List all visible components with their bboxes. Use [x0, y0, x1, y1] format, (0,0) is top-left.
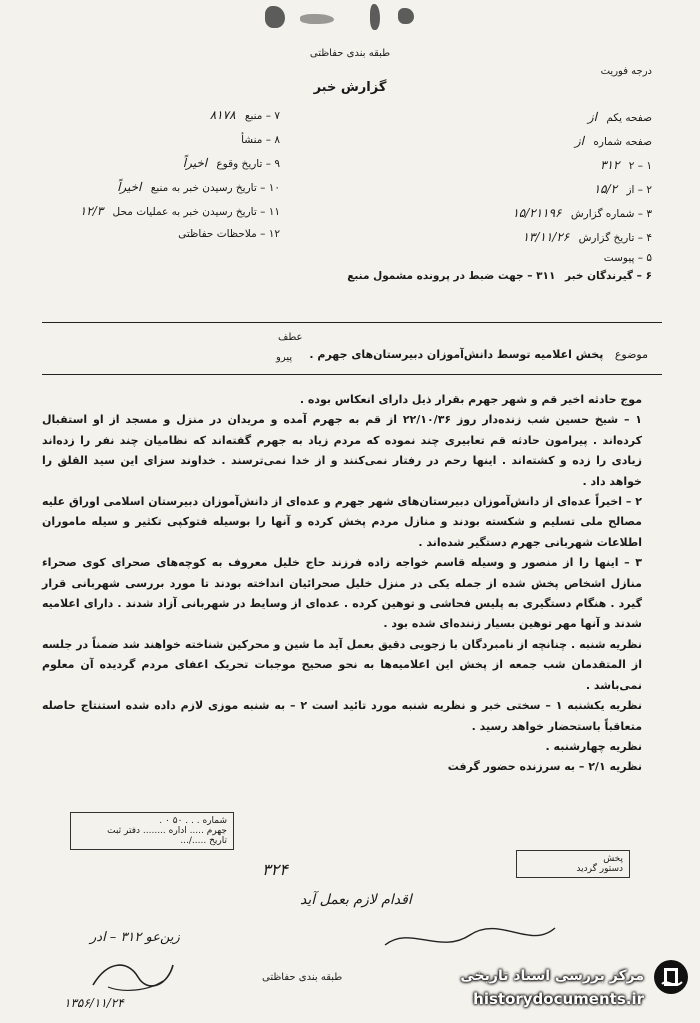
subject-line — [309, 348, 648, 361]
header-classification: طبقه بندی حفاظتی — [309, 48, 391, 59]
handwritten-instruction: اقدام لازم بعمل آید — [300, 892, 412, 908]
field-from: ۲ – از ۱۵/۲ — [593, 182, 652, 196]
field-report-number: ۳ – شماره گزارش ۱۵/۲۱۱۹۶ — [512, 206, 652, 220]
peyro-label: پیرو — [276, 352, 293, 363]
body-paragraph: موج حادثه اخیر قم و شهر جهرم بقرار ذیل دارای انعکاس بوده . — [299, 393, 642, 406]
field-source: ۷ – منبع ۸۱۷۸ — [209, 108, 280, 122]
divider — [42, 322, 662, 323]
handwritten-date: ۱۳۵۶/۱۱/۲۴ — [64, 996, 124, 1010]
ink-mark — [300, 14, 334, 24]
divider — [42, 374, 662, 375]
body-paragraph: نظریه چهارشنبه . — [545, 739, 642, 753]
body-paragraph: ۱ – شیخ حسین شب زنده‌دار روز ۲۲/۱۰/۳۶ از قم به جهرم آمده و مریدان در منزل و مسجد از او استقبال کرده‌اند . پیرامون حادثه قم تعابیری چند نموده که مردم زیاد به جهرم گفته‌اند که نظامیان چند نفر را زده‌اند زیادی را زده و کشته‌اند . اینها رحم در رفتار نمی‌کنند و از خدا نمی‌ترسند . خداوند سزای این سید القلق را خواهد داد . — [42, 413, 643, 488]
signature-scribble — [88, 955, 178, 995]
field-report-date: ۴ – تاریخ گزارش ۱۳/۱۱/۲۶ — [522, 230, 652, 244]
archive-logo-icon — [654, 960, 688, 994]
body-paragraph: ۳ – اینها را از منصور و وسیله قاسم خواجه زاده فرزند حاج خلیل معروف به کوچه‌های صحرای کوی صحراء منازل اشخاص پخش شده از جمله یکی در منزل خلیل صحرائیان انداخته بودند تا مورد بررسی شهربانی قرار گیرد . هنگام دستگیری به پلیس فحاشی و توهین کرده . عده‌ای از وسایط در شهربانی آزاد شدند . دارای اعلامیه شدند و آنها مهر توهین بسیار زننده‌ای شده بود . — [42, 556, 642, 631]
distribution-stamp: پخش دستور گردید — [516, 850, 630, 878]
footer-classification: طبقه بندی حفاظتی — [262, 972, 343, 983]
field-security-notes: ۱۲ – ملاحظات حفاظتی — [178, 228, 280, 240]
body-paragraph: نظریه شنبه . چنانچه از نامبردگان با زجویی دقیق بعمل آید ما شین و محرکین شناخته خواهند شد ضمناً در جلسه از المتقدمان شب جمعه از پخش این اعلامیه‌ها به نحو صحیح موجبات تحریک اعفای مردم گردیده آن معلوم نمی‌باشد . — [42, 637, 642, 692]
ink-mark — [370, 4, 380, 30]
field-page-first: صفحه یکم از — [587, 110, 652, 124]
field-recipients: ۶ – گیرندگان خبر ۳۱۱ – جهت ضبط در پرونده مشمول منبع — [347, 270, 652, 282]
subject-text: پخش اعلامیه توسط دانش‌آموزان دبیرستان‌های جهرم . — [309, 348, 604, 361]
body-paragraph: نظریه ۲/۱ – به سرزنده حضور گرفت — [447, 760, 642, 774]
document-title: گزارش خبر — [313, 80, 387, 95]
handwritten-ref: زین‌عو ۳۱۲ – ادر — [90, 930, 180, 945]
field-received-source: ۱۰ – تاریخ رسیدن خبر به منبع اخیراً — [117, 180, 280, 194]
report-body — [42, 390, 642, 778]
body-paragraph: نظریه یکشنبه ۱ – سختی خبر و نظریه شنبه مورد تائید است ۲ – به شنبه موزی لازم داده شده استنتاج حاصله متعاقباً باستحضار خواهد رسید . — [42, 699, 642, 733]
field-occurrence-date: ۹ – تاریخ وقوع اخیراً — [182, 156, 280, 170]
registry-stamp: شماره . . . ۵۰ ۰ . جهرم ..... اداره ........ دفتر ثبت تاریخ ...../... — [70, 812, 234, 850]
subject-label: موضوع — [614, 348, 648, 361]
ink-mark — [265, 6, 285, 28]
field-received-ops: ۱۱ – تاریخ رسیدن خبر به عملیات محل ۱۲/۳ — [79, 204, 280, 218]
body-paragraph: ۲ – اخیراً عده‌ای از دانش‌آموزان دبیرستان‌های شهر جهرم و عده‌ای از دانش‌آموزان دبیرستان اسلامی اوراق علیه مصالح ملی تسلیم و شکسته بودند و منازل مردم پخش کرده و آنها را بوسیله فتوکپی تکثیر و سیله ماموران اطلاعات شهربانی جهرم دستگیر شده‌اند . — [42, 495, 642, 549]
field-to: ۱ – ۲ ۳۱۲ — [600, 158, 652, 172]
field-origin: ۸ – منشأ — [241, 134, 280, 146]
handwritten-number: ۳۲۴ — [262, 860, 288, 879]
field-attachment: ۵ – پیوست — [603, 252, 652, 264]
signature-scribble — [380, 920, 560, 960]
watermark-persian: مرکز بررسی اسناد تاریخی — [460, 968, 644, 984]
watermark-url: historydocuments.ir — [473, 990, 644, 1008]
atf-label: عطف — [278, 332, 303, 343]
priority-label: درجه فوریت — [600, 66, 652, 77]
field-page-number: صفحه شماره از — [574, 134, 652, 148]
ink-mark — [398, 8, 414, 24]
